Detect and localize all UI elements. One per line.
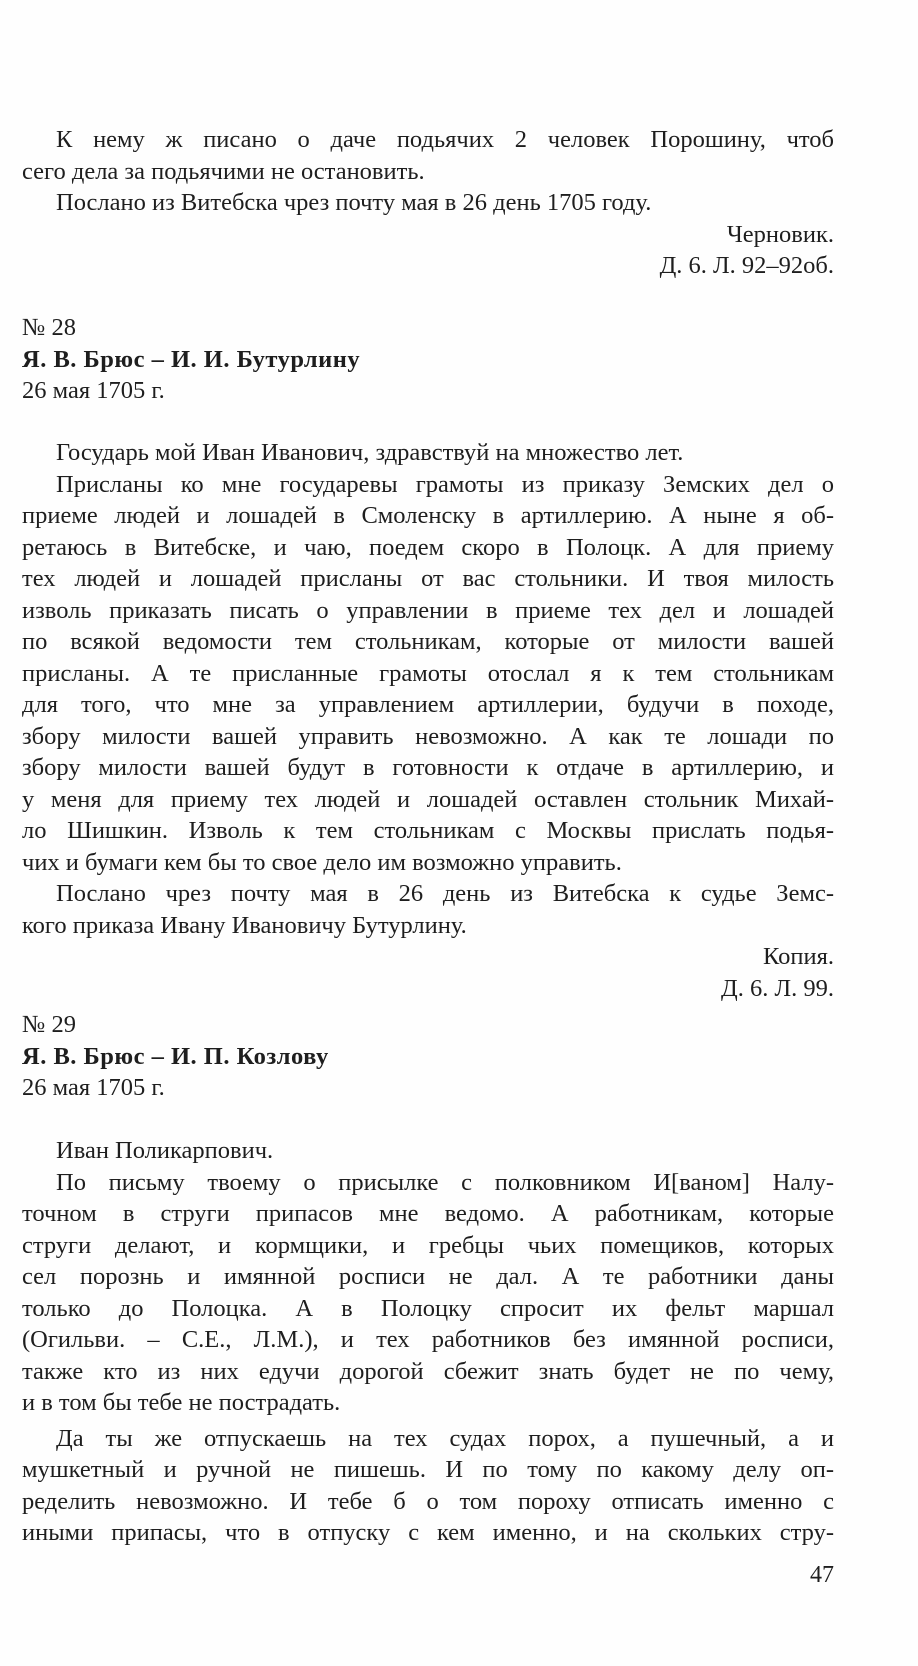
text-line: изволь приказать писать о управлении в приеме тех дел и лошадей [22, 596, 834, 624]
document-title: Я. В. Брюс – И. И. Бутурлину [22, 345, 361, 373]
text-line: у меня для приему тех людей и лошадей оставлен стольник Михай- [22, 785, 834, 813]
note-type: Копия. [763, 943, 834, 970]
archive-reference: Д. 6. Л. 92–92об. [659, 252, 834, 279]
doc-28-header [22, 312, 834, 407]
doc-29-header [22, 1009, 834, 1104]
page-number: 47 [810, 1562, 834, 1588]
greeting [22, 1135, 834, 1167]
document-date: 26 мая 1705 г. [22, 1074, 165, 1101]
text-line: мушкетный и ручной не пишешь. И по тому по какому делу оп- [22, 1456, 834, 1483]
body-paragraph [22, 469, 834, 879]
text-line: Послано из Витебска чрез почту мая в 26 день 1705 году. [56, 189, 652, 216]
text-line: приеме людей и лошадей в Смоленску в артиллерию. А ныне я об- [22, 502, 834, 529]
doc-28-body [22, 437, 834, 1004]
text-line: сего дела за подьячими не остановить. [22, 157, 425, 185]
intro-section [22, 124, 834, 282]
text-line: Да ты же отпускаешь на тех судах порох, а пушечный, а и [56, 1424, 834, 1452]
text-line: Государь мой Иван Иванович, здравствуй на множество лет. [56, 439, 684, 466]
text-line: ределить невозможно. И тебе б о том пороху отписать именно с [22, 1487, 834, 1515]
text-line: ло Шишкин. Изволь к тем стольникам с Москвы прислать подья- [22, 817, 834, 844]
text-line: Иван Поликарпович. [56, 1137, 274, 1164]
greeting [22, 437, 834, 469]
intro-sent-line [22, 187, 834, 219]
text-line: По письму твоему о присылке с полковником И[ваном] Налу- [56, 1168, 834, 1196]
text-line: збору милости вашей управить невозможно. А как те лошади по [22, 722, 834, 750]
intro-paragraph [22, 124, 834, 187]
text-line: кого приказа Ивану Ивановичу Бутурлину. [22, 911, 467, 939]
text-line: тех людей и лошадей присланы от вас стольники. И твоя милость [22, 565, 834, 592]
doc-29-body [22, 1135, 834, 1549]
text-line: сел порознь и имянной росписи не дал. А те работники даны [22, 1263, 834, 1290]
text-line: чих и бумаги кем бы то свое дело им возможно управить. [22, 848, 622, 876]
text-line: Послано чрез почту мая в 26 день из Витебска к судье Земс- [56, 880, 834, 907]
document-number: № 28 [22, 314, 77, 341]
text-line: присланы. А те присланные грамоты отослал я к тем стольникам [22, 659, 834, 687]
text-line: ретаюсь в Витебске, и чаю, поедем скоро в Полоцк. А для приему [22, 533, 834, 561]
document-title: Я. В. Брюс – И. П. Козлову [22, 1042, 329, 1070]
body-paragraph [22, 1423, 834, 1549]
text-line: точном в струги припасов мне ведомо. А работникам, которые [22, 1200, 834, 1227]
text-line: (Огильви. – С.Е., Л.М.), и тех работников без имянной росписи, [22, 1326, 834, 1353]
document-date: 26 мая 1705 г. [22, 377, 165, 404]
text-line: иными припасы, что в отпуску с кем именно, и на скольких стру- [22, 1519, 834, 1546]
text-line: струги делают, и кормщики, и гребцы чьих помещиков, которых [22, 1231, 834, 1259]
sent-paragraph [22, 878, 834, 941]
text-line: збору милости вашей будут в готовности к отдаче в артиллерию, и [22, 754, 834, 781]
text-line: для того, что мне за управлением артиллерии, будучи в походе, [22, 691, 834, 718]
text-line: Присланы ко мне государевы грамоты из приказу Земских дел о [56, 470, 834, 498]
text-line: только до Полоцка. А в Полоцку спросит их фельт маршал [22, 1294, 834, 1322]
text-line: также кто из них едучи дорогой сбежит знать будет не по чему, [22, 1357, 834, 1385]
text-line: по всякой ведомости тем стольникам, которые от милости вашей [22, 628, 834, 655]
text-line: К нему ж писано о даче подьячих 2 человек Порошину, чтоб [56, 126, 834, 153]
document-number: № 29 [22, 1011, 77, 1038]
archive-reference: Д. 6. Л. 99. [721, 974, 834, 1002]
body-paragraph [22, 1167, 834, 1419]
note-type: Черновик. [726, 220, 834, 248]
text-line: и в том бы тебе не пострадать. [22, 1389, 341, 1416]
